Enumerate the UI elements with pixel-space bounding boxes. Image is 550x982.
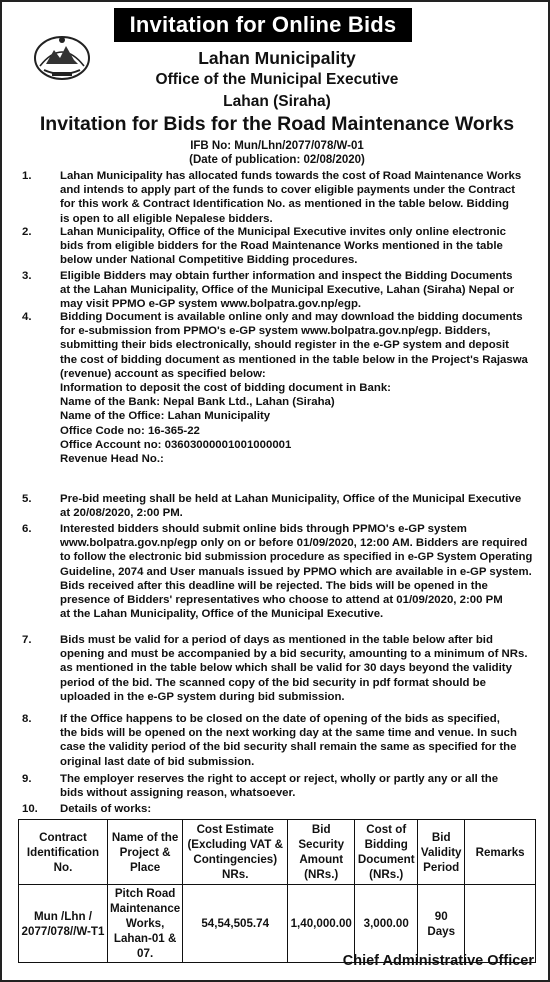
clause-number: 6. [22,523,32,535]
clause-text [60,225,532,268]
notice-title: Invitation for Bids for the Road Maintenance Works [39,113,515,135]
clause-line: bids from eligible bidders for the Road Maintenance Works mentioned in the table [60,240,503,253]
clause-line: Lahan Municipality, Office of the Municipal Executive invites only online electronic [60,226,507,238]
clause-line: www.bolpatra.gov.np/egp only on or before 01/09/2020, 12:00 AM. Bidders are required [60,537,528,550]
col-header: Cost Estimate (Excluding VAT & Contingencies) NRs. [183,820,288,885]
clause-line: case the validity period of the bid security shall remain the same as specified for the [60,741,517,754]
clause-line: below under National Competitive Bidding procedures. [60,254,358,267]
col-header: Bid Security Amount (NRs.) [288,820,355,885]
clause-line: bids without assigning reason, whatsoever. [60,787,296,800]
clause-number: 10. [22,803,38,815]
clause-text [60,712,532,769]
clause-line: original last date of bid submission. [60,755,255,768]
clause-line: Eligible Bidders may obtain further information and inspect the Bidding Documents [60,270,513,282]
cell-validity: 90 Days [418,885,465,963]
clause-line: at the Lahan Municipality, Office of the Municipal Executive. [60,608,384,621]
cell-cost-estimate: 54,54,505.74 [183,885,288,963]
notice-banner: Invitation for Online Bids [114,8,412,42]
clause-line: may visit PPMO e-GP system www.bolpatra.gov.np/egp. [60,298,362,311]
table-row [19,885,536,963]
clause-line: period of the bid. The scanned copy of the bid security in pdf format should be [60,676,486,689]
clause-line: Name of the Office: Lahan Municipality [60,410,271,423]
clause-line: Name of the Bank: Nepal Bank Ltd., Lahan (Siraha) [60,396,335,409]
clause-number: 1. [22,170,32,182]
clause-line: Interested bidders should submit online bids through PPMO's e-GP system [60,523,467,535]
clause-text [60,169,532,226]
clause-line: Office Account no: 03603000001001000001 [60,438,292,451]
clause-text [60,310,532,466]
clause-line: Bids received after this deadline will be rejected. The bids will be opened in the [60,579,488,592]
clause-line: is open to all eligible Nepalese bidders. [60,212,273,225]
table-header-row [19,820,536,885]
clause-line: Information to deposit the cost of bidding document in Bank: [60,382,391,395]
clause-line: uploaded in the e-GP system during bid submission. [60,690,345,703]
cell-doc-cost: 3,000.00 [355,885,418,963]
clause-line: to follow the electronic bid submission procedure as specified in e-GP System Operating [60,551,533,564]
clause-line: Bidding Document is available online only and may download the bidding documents [60,311,523,323]
clause-text [60,492,532,520]
clause-line: for e-submission from PPMO's e-GP system www.bolpatra.gov.np/egp. Bidders, [60,325,491,338]
clause-number: 4. [22,311,32,323]
ifb-number: IFB No: Mun/Lhn/2077/078/W-01 [190,140,364,152]
col-header: Name of the Project & Place [108,820,183,885]
clause-line: the cost of bidding document as mentioned in the table below in the Project's Rajaswa [60,353,528,366]
signoff: Chief Administrative Officer [342,953,534,969]
col-header: Remarks [465,820,536,885]
clause-line: Lahan Municipality has allocated funds towards the cost of Road Maintenance Works [60,170,522,182]
org-name: Lahan Municipality [198,48,356,68]
clause-line: presence of Bidders' representatives who choose to attend at 01/09/2020, 2:00 PM [60,594,503,607]
clause-line: Bids must be valid for a period of days as mentioned in the table below after bid [60,634,493,646]
clause-line: opening and must be accompanied by a bid security, amounting to a minimum of NRs. [60,648,528,661]
office-place: Lahan (Siraha) [223,93,331,110]
cell-bid-security: 1,40,000.00 [288,885,355,963]
clause-line: for this work & Contract Identification No. as mentioned in the table below. Bidding [60,198,509,211]
clause-line: and intends to apply part of the funds to cover eligible payments under the Contract [60,184,516,197]
clause-number: 2. [22,226,32,238]
clause-number: 8. [22,713,32,725]
cell-remarks [465,885,536,963]
clause-line: submitting their bids electronically, should register in the e-GP system and deposit [60,339,509,352]
cell-contract-id: Mun /Lhn / 2077/078//W-T1 [19,885,108,963]
clause-text [60,802,532,816]
cell-project: Pitch Road Maintenance Works, Lahan-01 & 07. [108,885,183,963]
col-header: Cost of Bidding Document (NRs.) [355,820,418,885]
clause-line: (revenue) account as specified below: [60,367,266,380]
clause-text [60,633,532,704]
clause-line: as mentioned in the table below which shall be valid for 30 days beyond the validity [60,662,512,675]
works-table [18,819,536,963]
col-header: Bid Validity Period [418,820,465,885]
clause-line: Guideline, 2074 and User manuals issued by PPMO which are available in e-GP system. [60,565,532,578]
publication-date: (Date of publication: 02/08/2020) [189,154,365,166]
clause-text [60,522,532,621]
clause-line: Revenue Head No.: [60,453,164,466]
clause-line: at the Lahan Municipality, Office of the Municipal Executive, Lahan (Siraha) Nepal or [60,284,515,297]
clause-text [60,269,532,312]
col-header: Contract Identification No. [19,820,108,885]
clause-text [60,772,532,800]
clause-line: Details of works: [60,803,152,815]
clause-number: 7. [22,634,32,646]
clause-line: The employer reserves the right to accept or reject, wholly or partly any or all the [60,773,499,785]
clause-number: 3. [22,270,32,282]
clause-line: Pre-bid meeting shall be held at Lahan Municipality, Office of the Municipal Executive [60,493,522,505]
clause-number: 9. [22,773,32,785]
office-name: Office of the Municipal Executive [155,71,399,88]
clause-number: 5. [22,493,32,505]
clause-line: at 20/08/2020, 2:00 PM. [60,507,183,520]
clause-line: the bids will be opened on the next working day at the same time and venue. In such [60,727,517,740]
clause-line: Office Code no: 16-365-22 [60,424,200,437]
clause-line: If the Office happens to be closed on the date of opening of the bids as specified, [60,713,500,725]
